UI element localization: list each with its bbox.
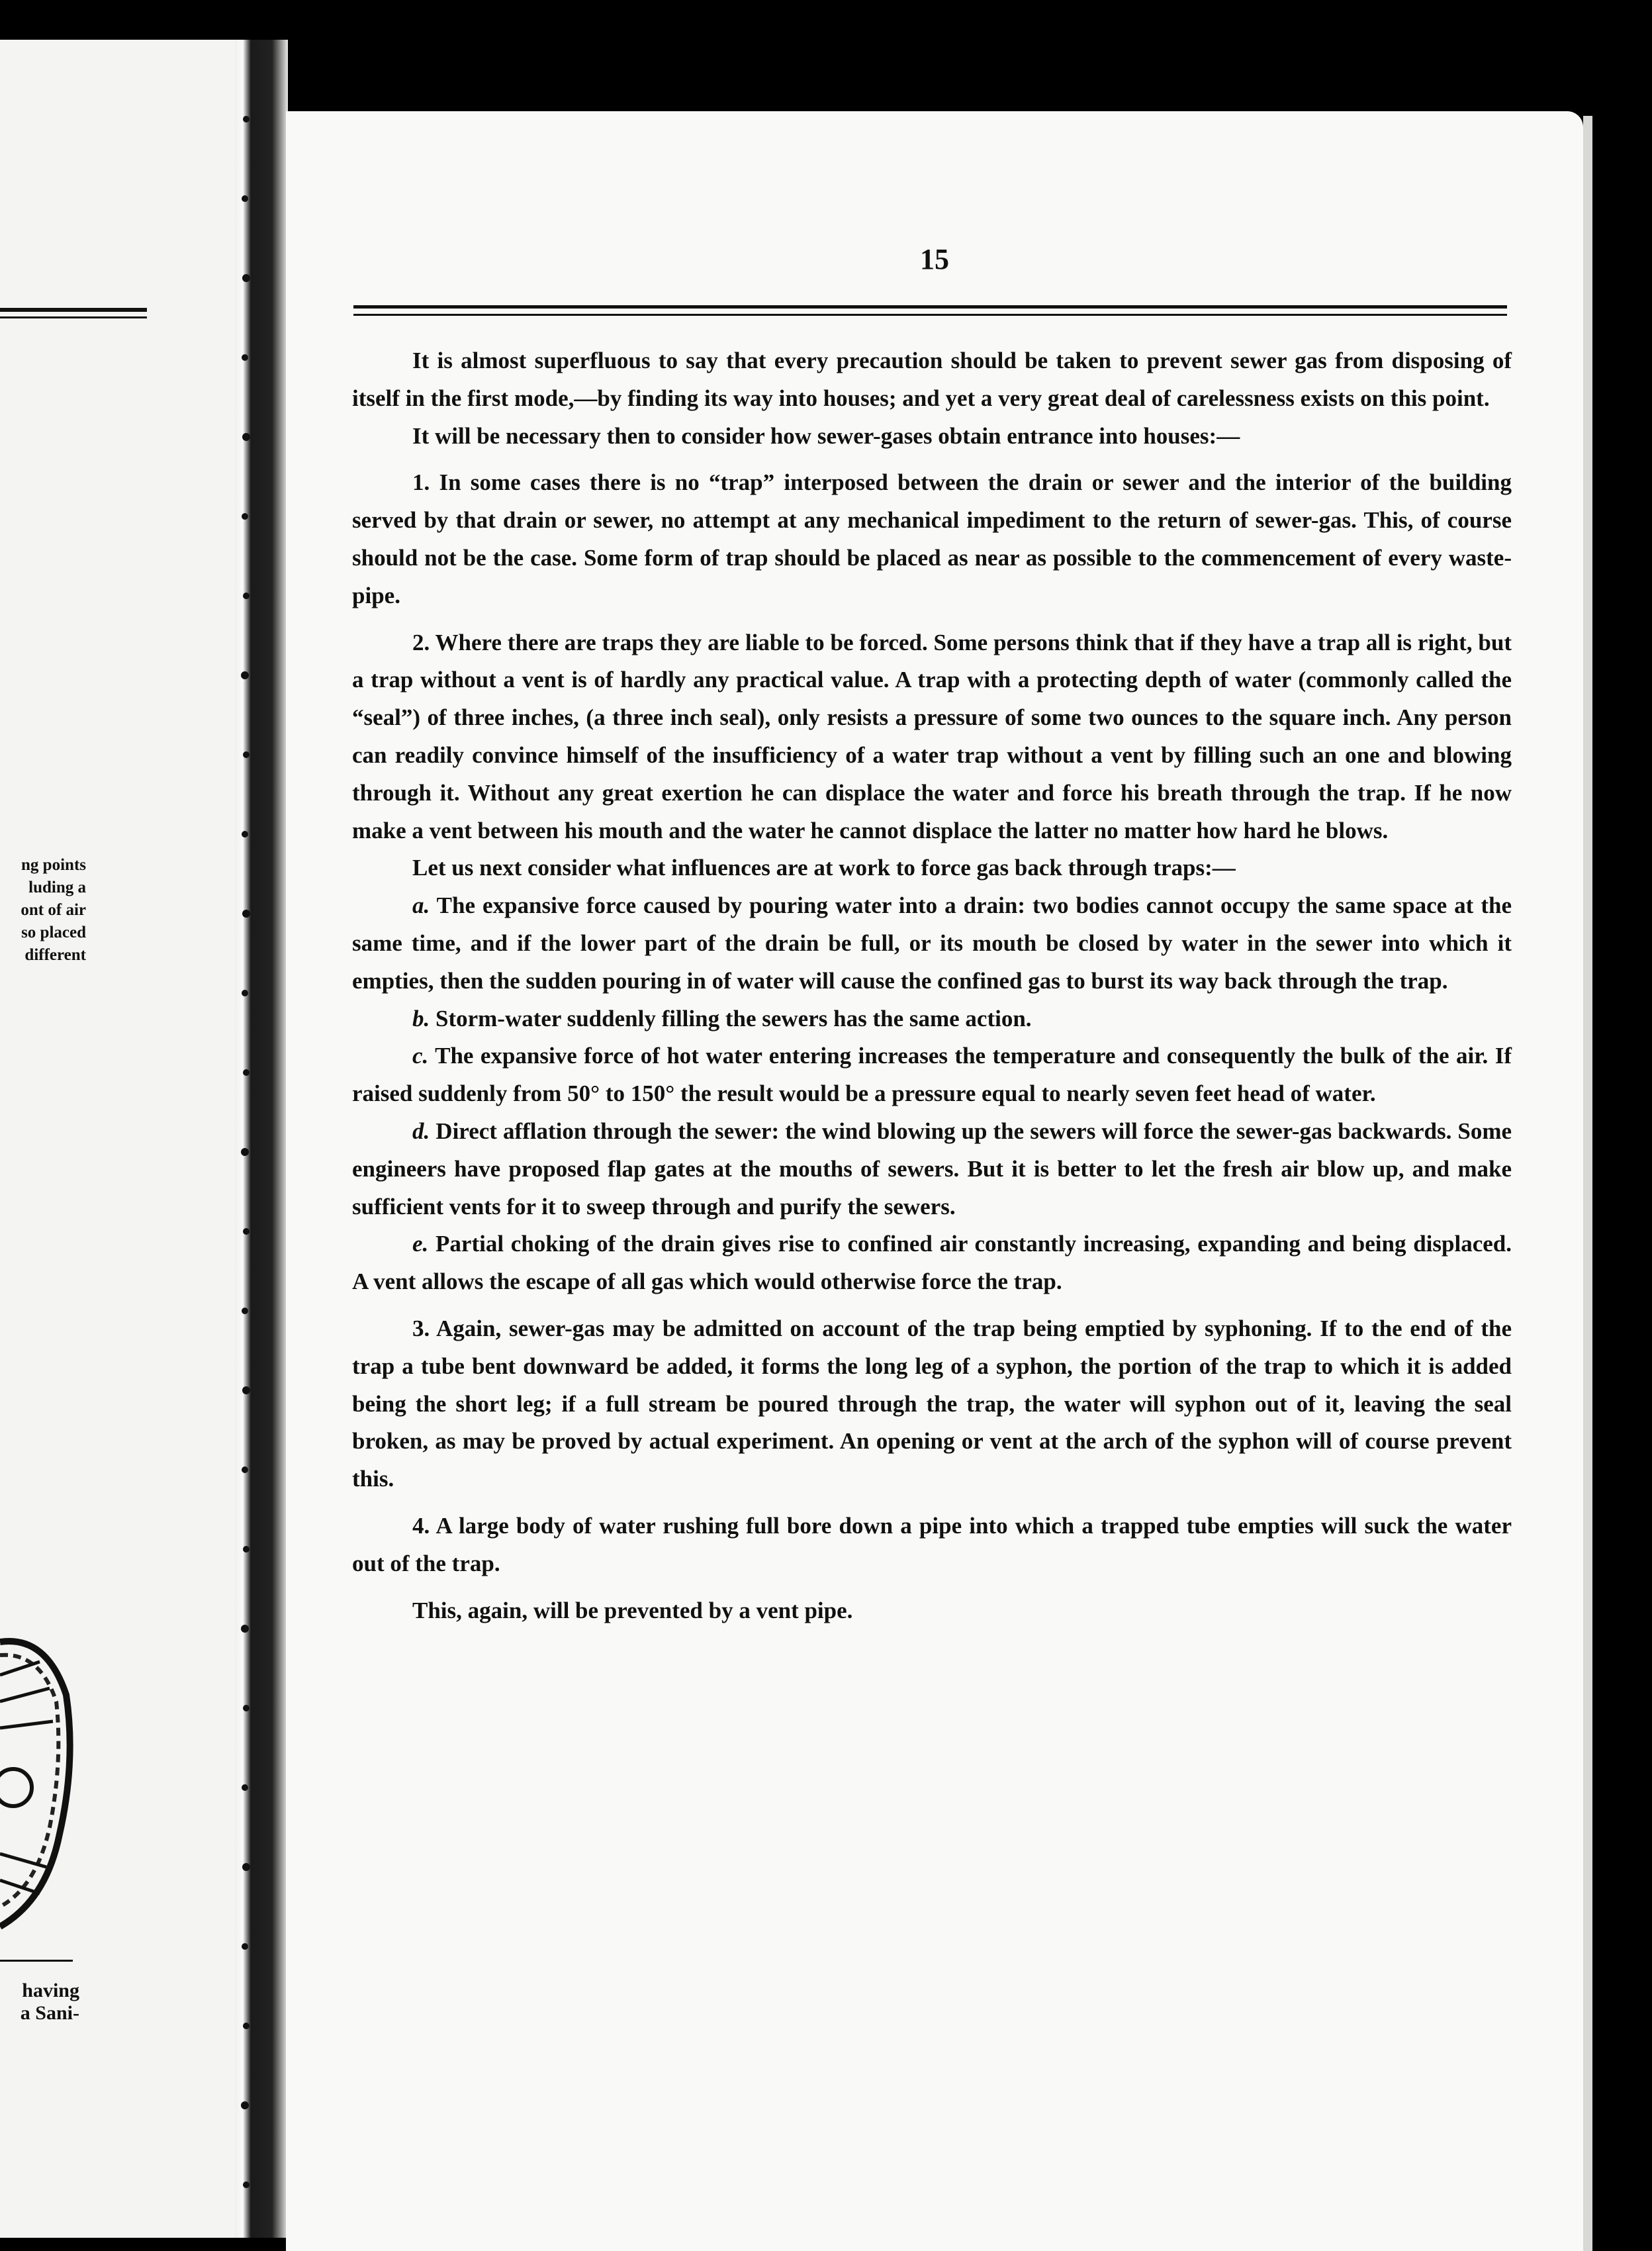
page-body bbox=[352, 342, 1512, 1629]
paragraph: This, again, will be prevented by a vent pipe. bbox=[412, 1597, 853, 1623]
left-text-line: luding a bbox=[28, 879, 86, 896]
left-text-line: ont of air bbox=[21, 901, 86, 919]
paragraph: 4. A large body of water rushing full bore down a pipe into which a trapped tube empties will suck the water out of the trap. bbox=[352, 1512, 1512, 1576]
paragraph-text: The expansive force caused by pouring water into a drain: two bodies cannot occupy the same space at the same time, and if the lower part of the drain be full, or its mouth be closed by water in the sewer into which it empties, then the sudden pouring in of water will cause the confined gas to burst its way back through the trap. bbox=[352, 892, 1512, 994]
paragraph: It is almost superfluous to say that every precaution should be taken to prevent sewer gas from disposing of itself in the first mode,—by finding its way into houses; and yet a very great deal of carelessness exists on this point. bbox=[352, 348, 1512, 411]
left-page-text bbox=[0, 854, 86, 967]
book-page bbox=[286, 111, 1583, 2251]
item-letter: a. bbox=[412, 892, 430, 919]
paragraph bbox=[352, 1000, 1512, 1038]
left-text-line: ng points bbox=[21, 856, 86, 874]
item-letter: c. bbox=[412, 1043, 429, 1069]
item-letter: b. bbox=[412, 1005, 430, 1031]
left-page-illustration bbox=[0, 1615, 79, 1960]
paragraph-text: Partial choking of the drain gives rise to confined air constantly increasing, expanding and being displaced. A vent allows the escape of all gas which would otherwise force the trap. bbox=[352, 1231, 1512, 1295]
left-text-line: so placed bbox=[21, 924, 86, 941]
left-page-rule-thin bbox=[0, 316, 147, 318]
paragraph-text: Direct afflation through the sewer: the wind blowing up the sewers will force the sewer-gas backwards. Some engineers have proposed flap gates at the mouths of sewers. But it is better to let the fresh air blow up, and make sufficient vents for it to sweep through and purify the sewers. bbox=[352, 1118, 1512, 1220]
item-letter: d. bbox=[412, 1118, 430, 1144]
left-text-line: different bbox=[24, 946, 86, 964]
page-edge bbox=[1583, 116, 1592, 2251]
header-rule-thin bbox=[353, 314, 1507, 316]
item-letter: e. bbox=[412, 1231, 429, 1257]
paragraph: 3. Again, sewer-gas may be admitted on account of the trap being emptied by syphoning. If to the end of the trap a tube bent downward be added, it forms the long leg of a syphon, the portion of the trap to which it is added being the short leg; if a full stream be poured through the trap, the water will syphon out of it, leaving the seal broken, as may be proved by actual experiment. An opening or vent at the arch of the syphon will of course prevent this. bbox=[352, 1315, 1512, 1492]
page-number: 15 bbox=[920, 243, 949, 275]
paragraph: 2. Where there are traps they are liable to be forced. Some persons think that if they have a trap all is right, but a trap without a vent is of hardly any practical value. A trap with a protecting depth of water (commonly called the “seal”) of three inches, (a three inch seal), only resists a pressure of some two ounces to the square inch. Any person can readily convince himself of the insufficiency of a water trap without a vent by filling such an one and blowing through it. Without any great exertion he can displace the water and force his breath through the trap. If he now make a vent between his mouth and the water he cannot displace the latter no matter how hard he blows. bbox=[352, 629, 1512, 843]
left-page-caption-rule bbox=[0, 1960, 73, 1962]
binding-stitches bbox=[199, 79, 291, 2238]
paragraph: Let us next consider what influences are at work to force gas back through traps:— bbox=[412, 855, 1236, 881]
paragraph: 1. In some cases there is no “trap” interposed between the drain or sewer and the interior of the building served by that drain or sewer, no attempt at any mechanical impediment to the return of sewer-gas. This, of course should not be the case. Some form of trap should be placed as near as possible to the commencement of every waste-pipe. bbox=[352, 469, 1512, 608]
paragraph-text: Storm-water suddenly filling the sewers has the same action. bbox=[436, 1005, 1032, 1031]
paragraph bbox=[352, 887, 1512, 1000]
left-page-caption bbox=[0, 1980, 79, 2025]
paragraph: It will be necessary then to consider how sewer-gases obtain entrance into houses:— bbox=[412, 422, 1240, 449]
left-caption-line: a Sani- bbox=[20, 2002, 79, 2024]
paragraph-text: The expansive force of hot water entering increases the temperature and consequently the bulk of the air. If raised suddenly from 50° to 150° the result would be a pressure equal to nearly seven feet head of water. bbox=[352, 1043, 1512, 1107]
left-caption-line: having bbox=[22, 1980, 79, 2001]
header-rule bbox=[353, 305, 1507, 309]
left-page-rule bbox=[0, 308, 147, 312]
paragraph bbox=[352, 1225, 1512, 1301]
paragraph bbox=[352, 1113, 1512, 1225]
paragraph bbox=[352, 1037, 1512, 1113]
